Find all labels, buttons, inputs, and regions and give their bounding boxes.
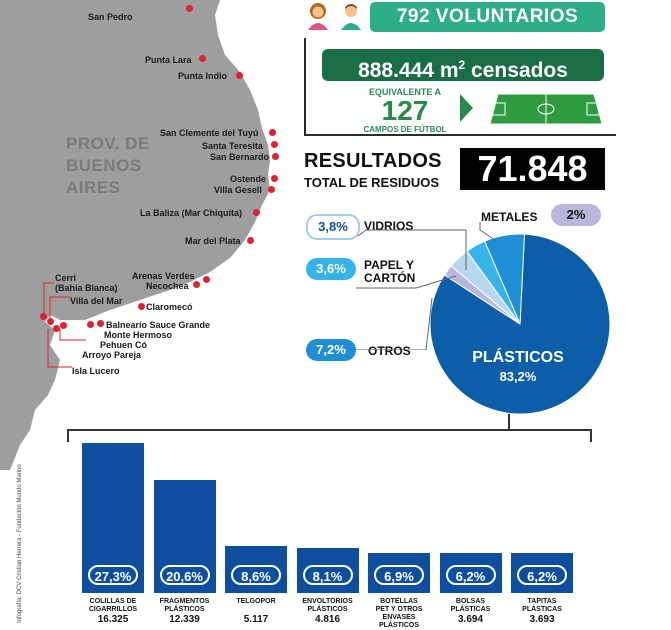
city-punta-indio: Punta Indio [178,71,227,81]
bar-count-label: 16.325 [97,614,129,625]
province-line-1: PROV. DE [66,134,150,153]
bar-name-line: ENVOLTORIOS [302,598,353,605]
vidrios-label: VIDRIOS [364,219,414,233]
city-necochea: Necochea [146,281,189,291]
soccer-field-icon [490,94,602,124]
city-marker [271,175,278,182]
equivalence [355,87,455,134]
area-unit-sup: 2 [458,58,466,72]
city-santa-teresita: Santa Teresita [202,141,263,151]
bar-name-label [291,598,365,614]
city-marker [236,72,243,79]
bar-name-line: CIGARRILLOS [88,606,138,613]
bar-pct-label: 8,6% [231,565,281,585]
bar-name-line: PLÁSTICAS [522,606,562,613]
bar-pct-label: 27,3% [88,565,138,585]
metales-label: METALES [481,210,538,224]
results-subtitle: TOTAL DE RESIDUOS [304,175,440,190]
city-sauce-grande: Balneario Sauce Grande [106,320,211,330]
city-marker [253,209,260,216]
city-claromeco: Claromecó [146,302,193,312]
area-suffix: censados [465,59,568,82]
metales-pct: 2% [551,204,601,226]
woman-icon [305,2,331,30]
city-mar-del-plata: Mar del Plata [185,236,241,246]
bar-name-line: COLILLAS DE [89,598,137,605]
area-value: 888.444 m [358,59,459,82]
equiv-unit: CAMPOS DE FÚTBOL [363,125,447,134]
man-icon [338,2,364,30]
bar-name-line: PLÁSTICOS [307,606,348,613]
bar-pct-label: 8,1% [303,565,353,585]
bar-pct-label: 20,6% [160,565,210,585]
bar-name-label [362,598,436,630]
bar-name-line: ENVASES [382,614,416,621]
city-marker [193,281,200,288]
results-title: RESULTADOS [304,150,442,172]
city-la-baliza: La Baliza (Mar Chiquita) [140,208,243,218]
bar-pct-label: 6,9% [374,565,424,585]
city-isla-lucero: Isla Lucero [72,366,120,376]
equiv-label: EQUIVALENTE A [368,87,441,97]
bar-name-line: PLÁSTICOS [378,622,420,629]
bar-name-line: PET Y OTROS [375,606,423,613]
city-marker [138,303,145,310]
city-san-clemente: San Clemente del Tuyú [160,128,259,138]
metales-leader [455,212,505,242]
coast-map [0,0,300,470]
city-ostende: Ostende [230,174,267,184]
plasticos-label: PLÁSTICOS [472,349,564,366]
papel-pct: 3,6% [306,258,356,280]
city-marker [268,186,275,193]
papel-label-line-1: PAPEL Y [364,258,415,272]
province-label [66,133,150,199]
city-cerri: Cerri [55,273,77,283]
city-arroyo-pareja: Arroyo Pareja [82,350,142,360]
bar-name-line: PLÁSTICOS [164,606,205,613]
bar-name-line: TAPITAS [527,598,557,605]
city-marker [199,55,206,62]
city-villa-del-mar: Villa del Mar [70,296,123,306]
credit: Infografía: DCV Cristian Herrera - Fundación Mundo Marino [17,464,23,623]
province-line-2: BUENOS [66,156,142,175]
bar-name-label [505,598,579,614]
bar-name-line: PLÁSTICAS [450,606,491,613]
volunteers-badge: 792 VOLUNTARIOS [370,2,605,32]
bar-count-label: 4.816 [314,614,341,625]
equiv-value: 127 [381,95,429,126]
city-marker [203,276,210,283]
bar-name-label [434,598,508,614]
city-marker [247,237,254,244]
city-marker [186,5,193,12]
otros-label: OTROS [368,344,411,358]
results-total: 71.848 [460,148,605,190]
bar-count-label: 3.694 [457,614,484,625]
bar-pct-label: 6,2% [446,565,496,585]
bar-name-line: TELGOPOR [236,598,276,605]
city-arenas-verdes: Arenas Verdes [132,271,195,281]
vidrios-pct: 3,8% [306,214,360,240]
otros-pct: 7,2% [306,339,356,361]
bar-count-label: 12.339 [169,614,200,625]
city-bahia-blanca: (Bahía Blanca) [55,283,118,293]
city-villa-gesell: Villa Gesell [214,185,262,195]
city-marker [97,320,104,327]
province-line-3: AIRES [66,178,121,197]
leader-lines [38,275,98,375]
bar-name-line: BOLSAS [455,598,486,605]
bar-name-label [219,598,293,606]
bar-name-line: BOTELLAS [380,598,418,605]
city-marker [272,153,279,160]
bar-count-label: 3.693 [529,614,555,625]
city-marker [271,141,278,148]
city-pehuen-co: Pehuen Có [100,340,148,350]
bar-name-label [76,598,150,614]
bar-count-label: 5.117 [243,614,269,625]
plasticos-pct: 83,2% [499,369,537,384]
bar-name-line: FRAGMENTOS [159,598,210,605]
city-san-pedro: San Pedro [88,12,133,22]
city-monte-hermoso: Monte Hermoso [104,330,173,340]
bracket [67,429,592,442]
papel-label-line-2: CARTÓN [364,271,416,285]
arrow-icon [460,94,473,122]
area-badge [322,49,604,81]
bar-name-label [148,598,222,614]
bar-pct-label: 6,2% [517,565,567,585]
bracket-stem [508,414,510,430]
city-marker [269,129,276,136]
city-san-bernardo: San Bernardo [210,152,270,162]
city-punta-lara: Punta Lara [145,55,192,65]
